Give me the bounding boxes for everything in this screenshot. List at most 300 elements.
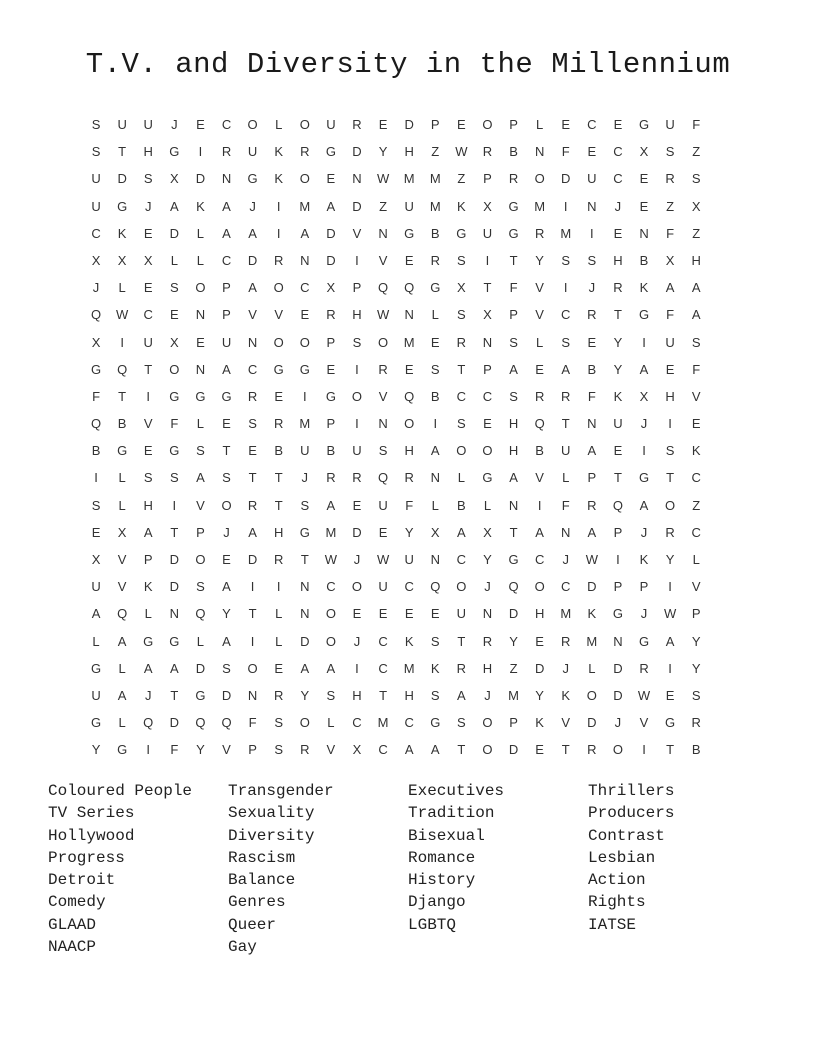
grid-letter: E bbox=[91, 524, 101, 540]
grid-letter: A bbox=[222, 225, 231, 241]
grid-letter: A bbox=[509, 470, 518, 486]
grid-letter: I bbox=[642, 334, 646, 350]
grid-letter: E bbox=[222, 552, 231, 567]
grid-letter: A bbox=[248, 524, 257, 540]
grid-letter: X bbox=[326, 280, 336, 296]
grid-letter: X bbox=[91, 252, 101, 268]
grid-letter: J bbox=[171, 117, 178, 132]
grid-letter: I bbox=[616, 552, 620, 567]
grid-letter: E bbox=[613, 443, 623, 459]
grid-letter: Z bbox=[457, 171, 466, 187]
grid-letter: B bbox=[274, 443, 284, 459]
grid-letter: L bbox=[536, 117, 544, 132]
grid-letter: Z bbox=[692, 144, 701, 160]
grid-letter: T bbox=[300, 552, 309, 567]
grid-letter: G bbox=[143, 633, 154, 649]
grid-letter: D bbox=[169, 579, 180, 595]
grid-letter: F bbox=[405, 497, 414, 513]
grid-letter: E bbox=[143, 280, 153, 296]
grid-letter: O bbox=[482, 715, 493, 731]
grid-letter: R bbox=[274, 416, 284, 432]
grid-letter: U bbox=[665, 334, 675, 350]
grid-letter: B bbox=[117, 416, 127, 432]
grid-letter: G bbox=[325, 144, 336, 160]
grid-letter: S bbox=[665, 144, 675, 160]
grid-letter: X bbox=[91, 334, 101, 350]
grid-letter: R bbox=[691, 715, 701, 731]
grid-letter: P bbox=[430, 117, 440, 132]
grid-letter: W bbox=[637, 687, 651, 703]
grid-letter: E bbox=[196, 117, 205, 132]
grid-letter: C bbox=[613, 144, 623, 160]
grid-letter: X bbox=[483, 198, 492, 214]
grid-letter: J bbox=[614, 198, 622, 214]
grid-letter: H bbox=[613, 252, 623, 268]
grid-letter: D bbox=[169, 715, 180, 731]
grid-letter: X bbox=[169, 334, 179, 350]
word-list-item: Romance bbox=[408, 848, 476, 867]
grid-letter: T bbox=[561, 416, 570, 432]
grid-letter: F bbox=[692, 117, 701, 132]
grid-letter: G bbox=[169, 443, 180, 459]
grid-letter: T bbox=[222, 443, 231, 459]
grid-letter: C bbox=[691, 470, 701, 486]
grid-letter: G bbox=[169, 388, 180, 404]
grid-letter: S bbox=[274, 715, 284, 731]
grid-letter: A bbox=[404, 742, 414, 758]
grid-letter: M bbox=[560, 225, 572, 241]
grid-letter: E bbox=[535, 361, 544, 377]
grid-letter: I bbox=[276, 225, 281, 241]
word-list-item: Diversity bbox=[228, 826, 315, 845]
grid-letter: X bbox=[691, 198, 701, 214]
grid-letter: T bbox=[457, 742, 466, 758]
grid-letter: J bbox=[144, 198, 152, 214]
grid-letter: R bbox=[534, 388, 545, 404]
grid-letter: V bbox=[117, 579, 127, 595]
grid-letter: A bbox=[639, 361, 649, 377]
grid-letter: K bbox=[143, 579, 153, 595]
grid-letter: R bbox=[326, 470, 336, 486]
grid-letter: U bbox=[482, 225, 493, 241]
grid-letter: R bbox=[300, 742, 310, 758]
grid-letter: P bbox=[352, 280, 362, 296]
grid-letter: E bbox=[404, 606, 414, 622]
grid-letter: H bbox=[508, 443, 519, 459]
grid-letter: O bbox=[273, 280, 284, 296]
word-list-item: GLAAD bbox=[48, 915, 97, 934]
grid-letter: N bbox=[300, 606, 310, 622]
word-list-item: Action bbox=[588, 871, 646, 890]
grid-letter: L bbox=[196, 633, 205, 649]
grid-letter: C bbox=[561, 579, 571, 595]
grid-letter: D bbox=[247, 552, 258, 567]
grid-letter: E bbox=[169, 307, 179, 323]
grid-letter: N bbox=[430, 552, 440, 567]
grid-letter: U bbox=[587, 171, 597, 187]
grid-letter: Y bbox=[535, 687, 544, 703]
grid-letter: L bbox=[275, 117, 283, 132]
grid-letter: L bbox=[327, 715, 335, 731]
grid-letter: V bbox=[326, 742, 336, 758]
grid-letter: U bbox=[91, 198, 101, 214]
grid-letter: A bbox=[665, 633, 675, 649]
word-list-item: Producers bbox=[588, 804, 675, 823]
grid-letter: A bbox=[561, 361, 571, 377]
grid-letter: L bbox=[483, 497, 492, 513]
grid-letter: A bbox=[665, 280, 675, 296]
grid-letter: E bbox=[665, 687, 675, 703]
grid-letter: H bbox=[404, 144, 414, 160]
grid-letter: I bbox=[642, 443, 646, 459]
grid-letter: L bbox=[118, 497, 126, 513]
grid-letter: E bbox=[613, 225, 623, 241]
grid-letter: P bbox=[509, 117, 518, 132]
grid-letter: D bbox=[534, 660, 545, 676]
grid-letter: V bbox=[222, 742, 231, 758]
grid-letter: R bbox=[508, 171, 519, 187]
grid-letter: T bbox=[666, 742, 675, 758]
grid-letter: C bbox=[587, 117, 597, 132]
word-list-item: Progress bbox=[48, 848, 125, 867]
grid-letter: S bbox=[169, 470, 179, 486]
grid-letter: Y bbox=[300, 687, 310, 703]
grid-letter: A bbox=[509, 361, 518, 377]
grid-letter: A bbox=[457, 687, 466, 703]
grid-letter: C bbox=[352, 715, 362, 731]
grid-letter: O bbox=[247, 660, 258, 676]
grid-letter: T bbox=[666, 470, 675, 486]
word-list-item: IATSE bbox=[588, 915, 637, 934]
grid-letter: J bbox=[144, 687, 152, 703]
grid-letter: H bbox=[482, 660, 493, 676]
grid-letter: T bbox=[483, 280, 492, 296]
grid-letter: I bbox=[120, 334, 124, 350]
grid-letter: F bbox=[692, 361, 701, 377]
grid-letter: B bbox=[326, 443, 336, 459]
grid-letter: C bbox=[143, 307, 153, 323]
grid-letter: M bbox=[403, 660, 415, 676]
grid-letter: O bbox=[351, 579, 363, 595]
grid-letter: G bbox=[221, 388, 232, 404]
grid-letter: U bbox=[143, 117, 153, 132]
grid-letter: J bbox=[640, 416, 648, 432]
grid-letter: P bbox=[326, 416, 336, 432]
grid-letter: S bbox=[457, 715, 466, 731]
grid-letter: N bbox=[221, 171, 232, 187]
grid-letter: E bbox=[248, 443, 257, 459]
grid-letter: P bbox=[587, 470, 597, 486]
word-list-item: Gay bbox=[228, 938, 257, 957]
grid-letter: W bbox=[455, 144, 468, 160]
grid-letter: N bbox=[534, 144, 545, 160]
grid-letter: S bbox=[665, 443, 675, 459]
grid-letter: D bbox=[613, 660, 623, 676]
grid-letter: V bbox=[535, 470, 544, 486]
word-list-item: Bisexual bbox=[408, 826, 485, 845]
grid-letter: I bbox=[355, 252, 359, 268]
grid-letter: K bbox=[457, 198, 466, 214]
grid-letter: E bbox=[378, 606, 388, 622]
word-list-item: Genres bbox=[228, 893, 286, 912]
grid-letter: N bbox=[587, 198, 597, 214]
grid-letter: L bbox=[457, 470, 465, 486]
grid-letter: L bbox=[431, 307, 439, 323]
grid-letter: J bbox=[640, 606, 648, 622]
grid-letter: U bbox=[143, 334, 153, 350]
grid-letter: P bbox=[613, 579, 623, 595]
grid-letter: B bbox=[509, 144, 518, 160]
grid-letter: A bbox=[691, 307, 701, 323]
grid-letter: Z bbox=[666, 198, 675, 214]
grid-letter: U bbox=[404, 552, 414, 567]
grid-letter: A bbox=[587, 524, 597, 540]
grid-letter: H bbox=[691, 252, 701, 268]
grid-letter: G bbox=[508, 552, 519, 567]
grid-letter: E bbox=[352, 497, 362, 513]
grid-letter: U bbox=[352, 443, 362, 459]
grid-letter: H bbox=[352, 307, 362, 323]
grid-letter: G bbox=[117, 198, 128, 214]
grid-letter: A bbox=[117, 687, 127, 703]
grid-letter: C bbox=[378, 660, 388, 676]
grid-letter: G bbox=[90, 715, 102, 731]
grid-letter: J bbox=[614, 715, 622, 731]
grid-letter: E bbox=[274, 660, 284, 676]
grid-letter: R bbox=[561, 633, 571, 649]
grid-letter: S bbox=[378, 443, 388, 459]
grid-letter: V bbox=[535, 307, 544, 323]
grid-letter: E bbox=[196, 334, 205, 350]
grid-letter: M bbox=[429, 171, 441, 187]
grid-letter: G bbox=[90, 660, 102, 676]
grid-letter: P bbox=[691, 606, 701, 622]
word-list-item: Detroit bbox=[48, 871, 116, 890]
grid-letter: R bbox=[482, 144, 493, 160]
grid-letter: R bbox=[247, 388, 258, 404]
grid-letter: R bbox=[534, 225, 545, 241]
grid-letter: F bbox=[587, 388, 596, 404]
grid-letter: A bbox=[222, 633, 231, 649]
grid-letter: M bbox=[586, 633, 598, 649]
grid-letter: O bbox=[456, 579, 467, 595]
grid-letter: Y bbox=[535, 252, 544, 268]
grid-letter: J bbox=[353, 633, 361, 649]
grid-letter: O bbox=[482, 117, 493, 132]
grid-letter: C bbox=[561, 307, 571, 323]
grid-letter: D bbox=[587, 579, 597, 595]
grid-letter: J bbox=[484, 687, 491, 703]
grid-letter: D bbox=[508, 742, 519, 758]
grid-letter: K bbox=[117, 225, 127, 241]
grid-letter: Y bbox=[196, 742, 205, 758]
grid-letter: P bbox=[326, 334, 336, 350]
grid-letter: E bbox=[561, 117, 571, 132]
grid-letter: D bbox=[195, 660, 206, 676]
grid-letter: G bbox=[430, 280, 441, 296]
grid-letter: U bbox=[665, 117, 675, 132]
grid-letter: B bbox=[535, 443, 544, 459]
grid-letter: N bbox=[378, 225, 388, 241]
grid-letter: R bbox=[352, 117, 362, 132]
grid-letter: U bbox=[117, 117, 127, 132]
grid-letter: X bbox=[665, 252, 675, 268]
grid-letter: G bbox=[273, 361, 284, 377]
word-list-item: History bbox=[408, 871, 476, 890]
grid-letter: S bbox=[196, 443, 205, 459]
grid-letter: B bbox=[639, 252, 649, 268]
grid-letter: R bbox=[274, 252, 284, 268]
grid-letter: C bbox=[247, 361, 258, 377]
grid-letter: D bbox=[300, 633, 310, 649]
grid-letter: I bbox=[355, 660, 359, 676]
grid-letter: W bbox=[585, 552, 598, 567]
grid-letter: X bbox=[483, 524, 492, 540]
grid-letter: S bbox=[143, 171, 153, 187]
grid-letter: M bbox=[508, 687, 519, 703]
grid-letter: T bbox=[509, 252, 518, 268]
grid-letter: Y bbox=[613, 334, 623, 350]
grid-letter: S bbox=[300, 497, 310, 513]
grid-letter: S bbox=[430, 361, 440, 377]
grid-letter: O bbox=[665, 497, 676, 513]
grid-letter: V bbox=[691, 388, 701, 404]
grid-letter: B bbox=[587, 361, 597, 377]
grid-letter: L bbox=[118, 470, 126, 486]
grid-letter: U bbox=[378, 579, 388, 595]
grid-letter: X bbox=[169, 171, 179, 187]
grid-letter: K bbox=[561, 687, 571, 703]
grid-letter: P bbox=[196, 524, 205, 540]
grid-letter: D bbox=[404, 117, 414, 132]
grid-letter: U bbox=[561, 443, 571, 459]
grid-letter: Q bbox=[195, 715, 206, 731]
grid-letter: Q bbox=[404, 388, 415, 404]
grid-letter: V bbox=[691, 579, 701, 595]
grid-letter: W bbox=[376, 552, 390, 567]
grid-letter: Y bbox=[378, 144, 388, 160]
grid-letter: W bbox=[376, 307, 390, 323]
grid-letter: O bbox=[195, 280, 206, 296]
grid-letter: M bbox=[534, 198, 546, 214]
word-list-item: LGBTQ bbox=[408, 915, 457, 934]
grid-letter: S bbox=[691, 334, 701, 350]
grid-letter: C bbox=[404, 715, 414, 731]
grid-letter: T bbox=[118, 144, 127, 160]
grid-letter: G bbox=[638, 633, 650, 649]
grid-letter: S bbox=[457, 252, 466, 268]
grid-letter: T bbox=[457, 361, 466, 377]
grid-letter: K bbox=[639, 552, 649, 567]
grid-letter: K bbox=[404, 633, 414, 649]
grid-letter: E bbox=[587, 144, 597, 160]
grid-letter: A bbox=[169, 198, 179, 214]
grid-letter: Q bbox=[221, 715, 232, 731]
grid-letter: O bbox=[534, 579, 545, 595]
grid-letter: E bbox=[639, 171, 649, 187]
grid-letter: M bbox=[429, 198, 441, 214]
word-list-item: Comedy bbox=[48, 893, 106, 912]
grid-letter: X bbox=[639, 144, 649, 160]
grid-letter: P bbox=[222, 280, 231, 296]
grid-letter: C bbox=[300, 280, 310, 296]
grid-letter: O bbox=[482, 742, 493, 758]
grid-letter: X bbox=[639, 388, 649, 404]
grid-letter: R bbox=[587, 497, 597, 513]
grid-letter: N bbox=[561, 524, 571, 540]
grid-letter: D bbox=[117, 171, 127, 187]
grid-letter: A bbox=[169, 660, 179, 676]
grid-letter: M bbox=[377, 715, 389, 731]
grid-letter: E bbox=[639, 198, 649, 214]
grid-letter: T bbox=[613, 470, 622, 486]
grid-letter: A bbox=[430, 443, 440, 459]
grid-letter: G bbox=[117, 742, 128, 758]
grid-letter: T bbox=[118, 388, 127, 404]
grid-letter: R bbox=[561, 388, 571, 404]
grid-letter: H bbox=[508, 416, 519, 432]
grid-letter: G bbox=[612, 606, 623, 622]
grid-letter: Y bbox=[483, 552, 492, 567]
grid-letter: I bbox=[590, 225, 594, 241]
grid-letter: U bbox=[378, 497, 388, 513]
grid-letter: L bbox=[588, 660, 596, 676]
grid-letter: Q bbox=[90, 307, 102, 323]
grid-letter: G bbox=[90, 361, 102, 377]
grid-letter: M bbox=[403, 171, 415, 187]
grid-letter: X bbox=[483, 307, 492, 323]
grid-letter: G bbox=[638, 470, 650, 486]
grid-letter: G bbox=[482, 470, 493, 486]
grid-letter: H bbox=[534, 606, 545, 622]
grid-letter: Y bbox=[613, 361, 623, 377]
grid-letter: Y bbox=[509, 633, 518, 649]
grid-letter: S bbox=[509, 388, 518, 404]
grid-letter: G bbox=[117, 443, 128, 459]
grid-letter: I bbox=[355, 416, 359, 432]
grid-letter: H bbox=[404, 443, 414, 459]
grid-letter: F bbox=[561, 497, 570, 513]
grid-letter: S bbox=[457, 416, 466, 432]
grid-letter: G bbox=[299, 524, 310, 540]
grid-letter: S bbox=[143, 470, 153, 486]
grid-letter: J bbox=[353, 552, 361, 567]
grid-letter: D bbox=[326, 225, 336, 241]
grid-letter: Y bbox=[691, 633, 701, 649]
grid-letter: H bbox=[143, 144, 153, 160]
grid-letter: G bbox=[169, 144, 180, 160]
grid-letter: P bbox=[143, 552, 153, 567]
grid-letter: B bbox=[430, 388, 440, 404]
grid-letter: I bbox=[250, 579, 255, 595]
grid-letter: F bbox=[170, 742, 179, 758]
grid-letter: E bbox=[535, 742, 544, 758]
grid-letter: Q bbox=[378, 280, 389, 296]
grid-letter: Z bbox=[379, 198, 388, 214]
grid-letter: A bbox=[300, 660, 310, 676]
grid-letter: V bbox=[639, 715, 649, 731]
grid-letter: C bbox=[456, 552, 467, 567]
grid-letter: L bbox=[196, 252, 205, 268]
grid-letter: Y bbox=[91, 742, 101, 758]
grid-letter: Q bbox=[378, 470, 389, 486]
grid-letter: S bbox=[430, 633, 440, 649]
grid-letter: I bbox=[276, 579, 281, 595]
grid-letter: L bbox=[92, 633, 100, 649]
grid-letter: L bbox=[118, 660, 126, 676]
grid-letter: V bbox=[352, 225, 362, 241]
grid-letter: S bbox=[274, 742, 284, 758]
